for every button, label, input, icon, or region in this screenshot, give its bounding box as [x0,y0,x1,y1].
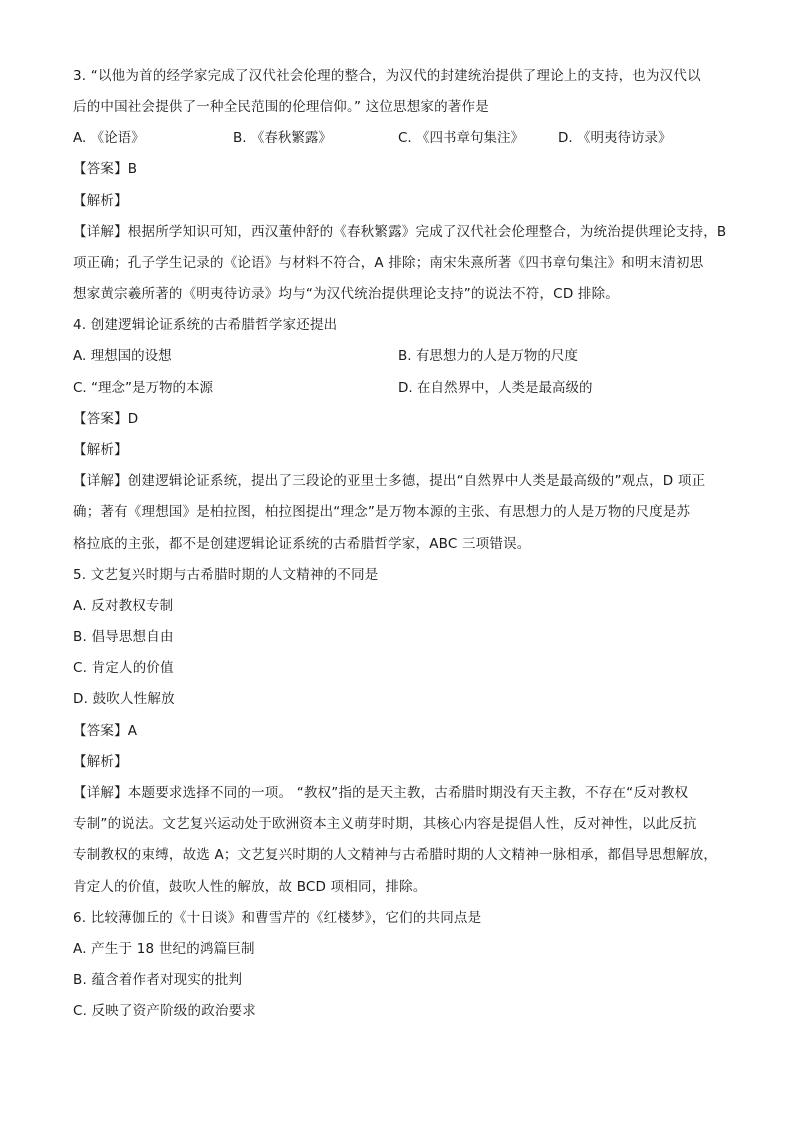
q3-option-c: C. 《四书章句集注》 [398,130,525,146]
q4-answer: 【答案】D [73,411,139,427]
q3-stem-line1: 3. “以他为首的经学家完成了汉代社会伦理的整合，为汉代的封建统治提供了理论上的支持，也为汉代以 [73,68,701,84]
q5-detail-line4: 肯定人的价值，鼓吹人性的解放，故 BCD 项相同，排除。 [73,879,427,895]
q3-detail-line3: 想家黄宗羲所著的《明夷待访录》均与“为汉代统治提供理论支持”的说法不符，CD 排除。 [73,286,619,302]
q4-analysis-label: 【解析】 [73,442,128,458]
q4-option-a: A. 理想国的设想 [73,348,172,364]
q4-detail-line3: 格拉底的主张，都不是创建逻辑论证系统的古希腊哲学家，ABC 三项错误。 [73,536,531,552]
q5-option-c: C. 肯定人的价值 [73,660,174,676]
q3-stem-line2: 后的中国社会提供了一种全民范围的伦理信仰。” 这位思想家的著作是 [73,99,489,115]
q3-detail-line1: 【详解】根据所学知识可知，西汉董仲舒的《春秋繁露》完成了汉代社会伦理整合，为统治提供理论支持，B [73,224,727,240]
q3-option-d: D. 《明夷待访录》 [558,130,672,146]
q3-option-b: B. 《春秋繁露》 [233,130,332,146]
q5-detail-line2: 专制”的说法。文艺复兴运动处于欧洲资本主义萌芽时期，其核心内容是提倡人性，反对神性，以此反抗 [73,816,697,832]
q4-option-c: C. “理念”是万物的本源 [73,380,213,396]
q4-detail-line1: 【详解】创建逻辑论证系统，提出了三段论的亚里士多德，提出“自然界中人类是最高级的”观点，D 项正 [73,473,706,489]
q5-stem: 5. 文艺复兴时期与古希腊时期的人文精神的不同是 [73,567,379,583]
q3-option-a: A. 《论语》 [73,130,145,146]
q4-detail-line2: 确；著有《理想国》是柏拉图，柏拉图提出“理念”是万物本源的主张、有思想力的人是万物的尺度是苏 [73,504,691,520]
q5-option-b: B. 倡导思想自由 [73,629,174,645]
q5-option-d: D. 鼓吹人性解放 [73,691,175,707]
q5-analysis-label: 【解析】 [73,754,128,770]
q4-option-d: D. 在自然界中，人类是最高级的 [398,380,593,396]
q5-option-a: A. 反对教权专制 [73,598,174,614]
q4-stem: 4. 创建逻辑论证系统的古希腊哲学家还提出 [73,317,338,333]
q6-option-a: A. 产生于 18 世纪的鸿篇巨制 [73,941,255,957]
q5-answer: 【答案】A [73,723,138,739]
q4-option-b: B. 有思想力的人是万物的尺度 [398,348,578,364]
q5-detail-line3: 专制教权的束缚，故选 A；文艺复兴时期的人文精神与古希腊时期的人文精神一脉相承，都倡导思想解放， [73,847,718,863]
q3-analysis-label: 【解析】 [73,193,128,209]
q6-stem: 6. 比较薄伽丘的《十日谈》和曹雪芹的《红楼梦》，它们的共同点是 [73,910,482,926]
q5-detail-line1: 【详解】本题要求选择不同的一项。 “教权”指的是天主教，古希腊时期没有天主教，不存在“反对教权 [73,785,689,801]
q3-detail-line2: 项正确；孔子学生记录的《论语》与材料不符合，A 排除；南宋朱熹所著《四书章句集注》和明末清初思 [73,255,704,271]
q6-option-b: B. 蕴含着作者对现实的批判 [73,972,243,988]
q3-answer: 【答案】B [73,161,138,177]
q6-option-c: C. 反映了资产阶级的政治要求 [73,1003,257,1019]
